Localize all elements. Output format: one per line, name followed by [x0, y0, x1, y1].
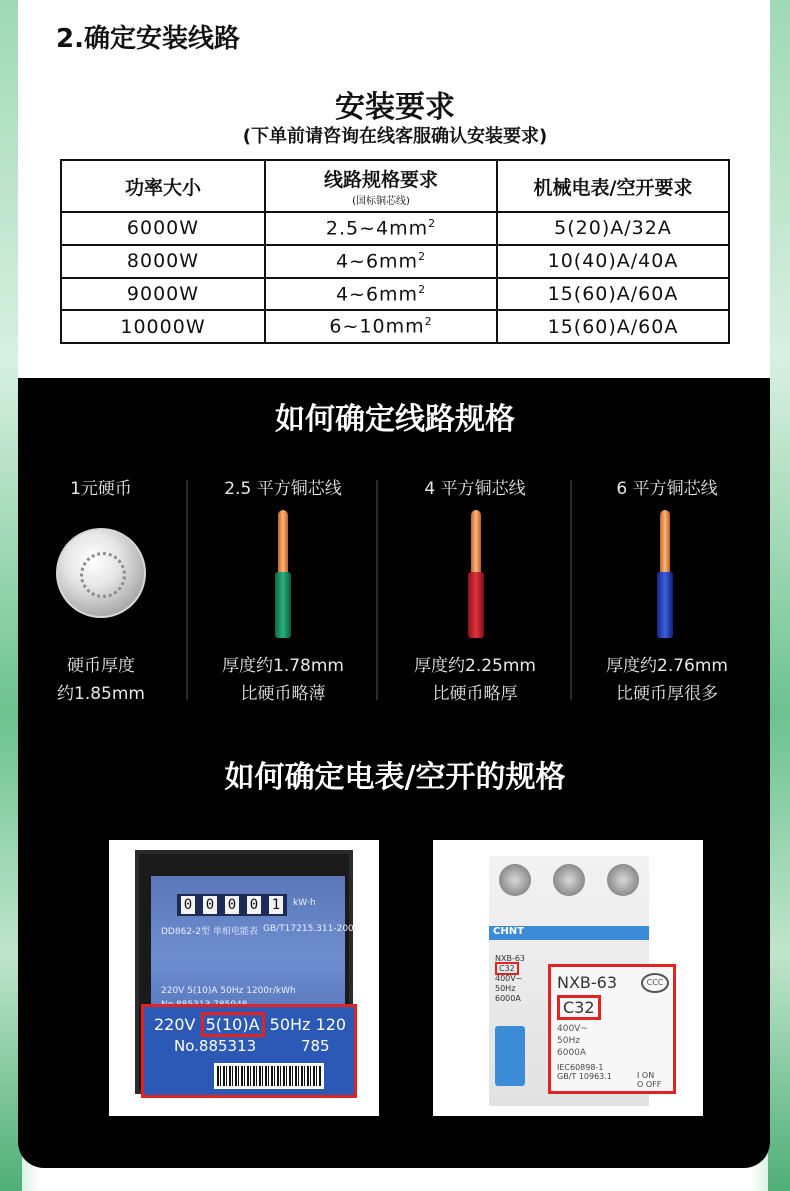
- breaker-rating-highlight: C32: [495, 962, 519, 975]
- chrysanthemum-icon: [80, 552, 126, 598]
- zoom-current-highlight: 5(10)A: [201, 1012, 265, 1037]
- cell-wire-value: 2.5~4mm: [325, 217, 429, 240]
- copper-core: [278, 510, 288, 574]
- cell-wire: [265, 245, 497, 278]
- wire-insulation: [657, 572, 673, 638]
- table-row: [61, 310, 729, 343]
- meter-section-title: 如何确定电表/空开的规格: [224, 760, 566, 795]
- wire-4-label: 4 平方铜芯线: [424, 479, 526, 499]
- meter-spec: 220V 5(10)A 50Hz 1200r/kWh: [161, 986, 296, 996]
- breaker-handle: [495, 1026, 525, 1086]
- wire-4-desc-line1: 厚度约2.25mm: [414, 656, 536, 676]
- cell-wire: [265, 310, 497, 343]
- cell-power: 6000W: [61, 212, 265, 245]
- install-spec-table: [60, 159, 730, 344]
- green-wire-image: [275, 510, 291, 638]
- wire-6-desc-line2: 比硬币厚很多: [616, 684, 718, 704]
- counter-digit: 0: [247, 896, 261, 914]
- breaker-model: NXB-63: [495, 954, 526, 963]
- breaker-small-label: [495, 954, 525, 1004]
- wire-insulation: [468, 572, 484, 638]
- wire-2-5-desc-line1: 厚度约1.78mm: [222, 656, 344, 676]
- section-heading: 2.确定安装线路: [56, 24, 240, 54]
- meter-standard: GB/T17215.311-2008: [263, 924, 360, 934]
- zoom-model: NXB-63: [557, 973, 618, 992]
- table-row: [61, 278, 729, 311]
- zoom-serial: No.885313: [174, 1037, 257, 1055]
- zoom-frequency: 50Hz: [269, 1015, 311, 1034]
- cell-wire-value: 4~6mm: [335, 250, 419, 273]
- screw-icon: [499, 864, 531, 896]
- counter-digit: 0: [181, 896, 195, 914]
- install-subtitle: (下单前请咨询在线客服确认安装要求): [242, 126, 548, 147]
- barcode-image: [214, 1063, 324, 1089]
- zoom-voltage: 220V: [154, 1015, 196, 1034]
- column-divider: [376, 480, 378, 700]
- cell-meter: 5(20)A/32A: [497, 212, 729, 245]
- header-wire-sub: (国标铜芯线): [352, 196, 410, 207]
- wire-6-label: 6 平方铜芯线: [616, 479, 718, 499]
- header-wire: [265, 160, 497, 212]
- zoom-rating-highlight: C32: [557, 995, 601, 1020]
- breaker-small-specs: 400V~ 50Hz 6000A: [495, 974, 523, 1003]
- meter-counter: [177, 894, 287, 916]
- zoom-serial-tail: 785: [300, 1037, 330, 1055]
- cell-meter: 10(40)A/40A: [497, 245, 729, 278]
- table-header-row: [61, 160, 729, 212]
- off-label: O OFF: [637, 1080, 662, 1089]
- meter-unit: kW·h: [293, 898, 316, 908]
- meter-model: DD862-2型 单相电能表: [161, 927, 258, 937]
- unit-sup: 2: [418, 282, 427, 296]
- counter-digit: 0: [225, 896, 239, 914]
- on-off-label: [637, 1071, 661, 1089]
- wire-4-desc: [380, 652, 570, 708]
- coin-desc: [6, 652, 196, 708]
- copper-core: [660, 510, 670, 574]
- header-wire-label: 线路规格要求: [323, 169, 438, 191]
- zoom-serial-row: [174, 1037, 330, 1055]
- coin-column: [6, 476, 196, 704]
- header-power: 功率大小: [61, 160, 265, 212]
- zoom-specs: 400V~ 50Hz 6000A: [557, 1024, 588, 1058]
- table-row: [61, 212, 729, 245]
- wire-6-desc: [572, 652, 762, 708]
- on-label: I ON: [637, 1071, 655, 1080]
- coin-label: 1元硬币: [70, 479, 132, 499]
- screw-icon: [607, 864, 639, 896]
- coin-desc-line1: 硬币厚度: [67, 656, 135, 676]
- wire-insulation: [275, 572, 291, 638]
- cell-power: 10000W: [61, 310, 265, 343]
- copper-core: [471, 510, 481, 574]
- unit-sup: 2: [428, 217, 437, 231]
- unit-sup: 2: [424, 315, 433, 329]
- zoom-tail: 120: [315, 1015, 347, 1034]
- unit-sup: 2: [418, 249, 427, 263]
- right-decor-strip: [768, 0, 790, 1191]
- cell-meter: 15(60)A/60A: [497, 310, 729, 343]
- coin-desc-line2: 约1.85mm: [57, 684, 145, 704]
- cell-wire: [265, 212, 497, 245]
- wire-2-5-desc-line2: 比硬币略薄: [240, 684, 326, 704]
- cell-power: 8000W: [61, 245, 265, 278]
- wire-section-title: 如何确定线路规格: [275, 402, 515, 437]
- breaker-photo: [433, 840, 703, 1116]
- blue-wire-image: [657, 510, 673, 638]
- counter-digit: 1: [269, 896, 283, 914]
- cell-meter: 15(60)A/60A: [497, 278, 729, 311]
- meter-photo: [109, 840, 379, 1116]
- zoom-standard: IEC60898-1 GB/T 10963.1: [557, 1063, 612, 1081]
- counter-digit: 0: [203, 896, 217, 914]
- wire-6-desc-line1: 厚度约2.76mm: [606, 656, 728, 676]
- wire-2-5-label: 2.5 平方铜芯线: [224, 479, 342, 499]
- breaker-brand: CHNT: [493, 926, 524, 937]
- meter-zoom-callout: [141, 1004, 357, 1098]
- wire-4-desc-line2: 比硬币略厚: [432, 684, 518, 704]
- coin-image: [56, 528, 146, 618]
- cell-wire-value: 4~6mm: [335, 283, 419, 306]
- header-meter: 机械电表/空开要求: [497, 160, 729, 212]
- wire-4-column: [380, 476, 570, 704]
- zoom-spec-row: [154, 1015, 346, 1034]
- install-title: 安装要求: [335, 90, 455, 125]
- ccc-cert-icon: CCC: [641, 973, 669, 993]
- screw-icon: [553, 864, 585, 896]
- cell-power: 9000W: [61, 278, 265, 311]
- breaker-zoom-callout: [548, 964, 676, 1094]
- wire-6-column: [572, 476, 762, 704]
- table-row: [61, 245, 729, 278]
- cell-wire-value: 6~10mm: [329, 315, 425, 338]
- cell-wire: [265, 278, 497, 311]
- red-wire-image: [468, 510, 484, 638]
- wire-2-5-column: [188, 476, 378, 704]
- wire-2-5-desc: [188, 652, 378, 708]
